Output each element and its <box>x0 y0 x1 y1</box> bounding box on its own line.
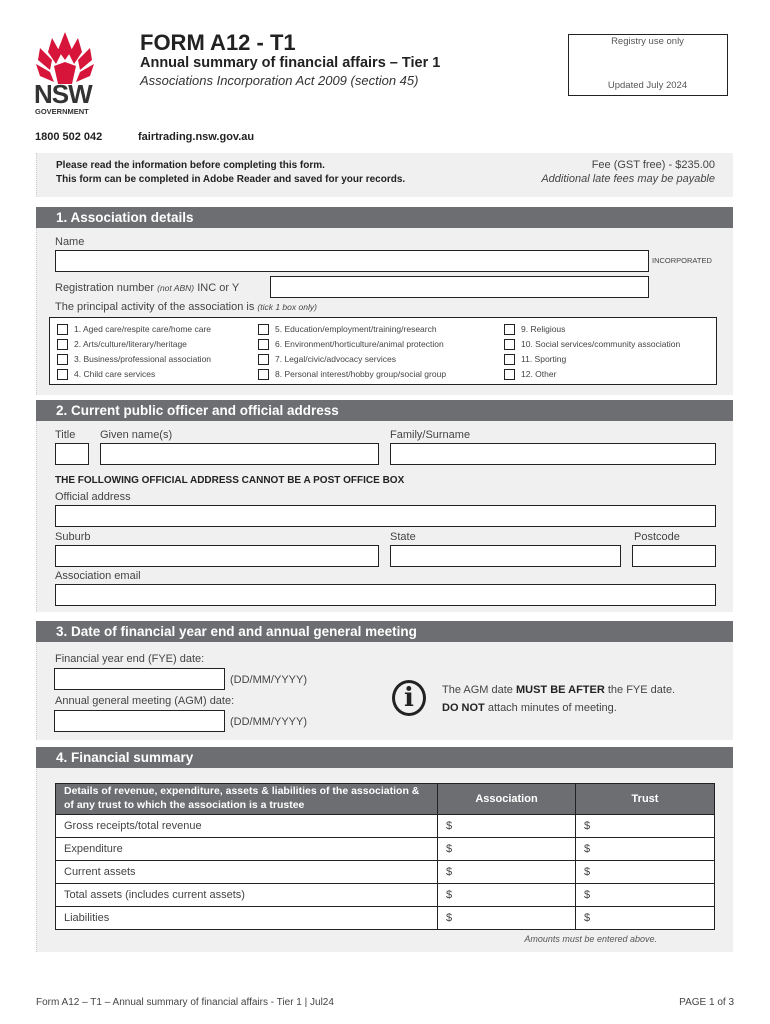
phone-number: 1800 502 042 <box>35 131 103 143</box>
activity-note: (tick 1 box only) <box>257 302 317 312</box>
state-input[interactable] <box>390 545 621 567</box>
info-line-2: This form can be completed in Adobe Reader and saved for your records. <box>56 174 406 185</box>
registration-note: (not ABN) <box>157 283 195 293</box>
info-line-1: Please read the information before completing this form. <box>56 160 325 171</box>
activity-checkbox[interactable] <box>504 369 515 380</box>
activity-option-label: 9. Religious <box>521 324 566 334</box>
table-row <box>56 815 715 838</box>
row-label: Liabilities <box>56 907 438 930</box>
table-row <box>56 838 715 861</box>
association-amount-input[interactable]: $ <box>438 815 576 838</box>
agm-note <box>442 684 675 697</box>
row-label: Expenditure <box>56 838 438 861</box>
minutes-note-emphasis: DO NOT <box>442 702 485 714</box>
agm-date-format: (DD/MM/YYYY) <box>230 716 307 728</box>
trust-amount-input[interactable]: $ <box>576 884 715 907</box>
activity-checkbox[interactable] <box>258 324 269 335</box>
activity-option-label: 8. Personal interest/hobby group/social group <box>275 369 447 379</box>
activity-option-label: 12. Other <box>521 369 557 379</box>
registry-label: Registry use only <box>611 36 684 47</box>
agm-label: Annual general meeting (AGM) date: <box>55 695 235 707</box>
association-amount-input[interactable]: $ <box>438 838 576 861</box>
fye-label: Financial year end (FYE) date: <box>55 653 205 665</box>
agm-date-input[interactable] <box>54 710 225 732</box>
activity-checkbox[interactable] <box>258 369 269 380</box>
fee-text: Fee (GST free) - $235.00 <box>591 159 715 171</box>
activity-option-label: 4. Child care services <box>74 369 156 379</box>
agm-note-text: The AGM date <box>442 684 516 696</box>
association-amount-input[interactable]: $ <box>438 884 576 907</box>
registration-suffix: INC or Y <box>197 282 240 294</box>
activity-label-text: The principal activity of the association is <box>55 301 255 313</box>
activity-option-label: 5. Education/employment/training/research <box>275 324 437 334</box>
registration-label-text: Registration number <box>55 282 155 294</box>
late-fee-text: Additional late fees may be payable <box>541 173 715 185</box>
footer-form-name: Form A12 – T1 – Annual summary of financial affairs - Tier 1 | Jul24 <box>36 997 334 1008</box>
trust-amount-input[interactable]: $ <box>576 907 715 930</box>
association-column-header: Association <box>438 784 576 815</box>
row-label: Gross receipts/total revenue <box>56 815 438 838</box>
act-reference: Associations Incorporation Act 2009 (section 45) <box>140 73 419 88</box>
association-amount-input[interactable]: $ <box>438 861 576 884</box>
trust-amount-input[interactable]: $ <box>576 861 715 884</box>
given-name-label: Given name(s) <box>100 429 173 441</box>
state-label: State <box>390 531 416 543</box>
table-row <box>56 884 715 907</box>
association-amount-input[interactable]: $ <box>438 907 576 930</box>
updated-label: Updated July 2024 <box>607 80 688 91</box>
agm-note-emphasis: MUST BE AFTER <box>515 684 605 696</box>
trust-amount-input[interactable]: $ <box>576 838 715 861</box>
activity-option-label: 11. Sporting <box>521 354 567 364</box>
activity-checkbox[interactable] <box>258 354 269 365</box>
official-address-input[interactable] <box>55 505 716 527</box>
activity-option-label: 10. Social services/community association <box>521 339 681 349</box>
minutes-note <box>442 702 617 715</box>
registration-label <box>55 282 239 295</box>
details-column-header: Details of revenue, expenditure, assets & liabilities of the association & of any trust to which the association is a trustee <box>56 784 438 815</box>
activity-option-label: 2. Arts/culture/literary/heritage <box>74 339 187 349</box>
section-3-header: 3. Date of financial year end and annual general meeting <box>36 621 733 642</box>
activity-checkbox[interactable] <box>504 324 515 335</box>
trust-amount-input[interactable]: $ <box>576 815 715 838</box>
page-number: PAGE 1 of 3 <box>679 997 734 1008</box>
activity-checkbox[interactable] <box>504 354 515 365</box>
association-email-input[interactable] <box>55 584 716 606</box>
registry-box <box>568 34 728 96</box>
official-address-label: Official address <box>55 491 131 503</box>
section-1-header: 1. Association details <box>36 207 733 228</box>
po-box-warning: THE FOLLOWING OFFICIAL ADDRESS CANNOT BE A POST OFFICE BOX <box>55 475 405 486</box>
minutes-note-text: attach minutes of meeting. <box>484 702 617 714</box>
trust-column-header: Trust <box>576 784 715 815</box>
info-icon: i <box>392 680 426 716</box>
logo-subtext: GOVERNMENT <box>35 107 89 116</box>
given-name-input[interactable] <box>100 443 379 465</box>
table-row <box>56 861 715 884</box>
postcode-input[interactable] <box>632 545 716 567</box>
title-label: Title <box>55 429 76 441</box>
fye-date-input[interactable] <box>54 668 225 690</box>
activity-checkbox[interactable] <box>57 339 68 350</box>
suburb-label: Suburb <box>55 531 91 543</box>
association-name-input[interactable] <box>55 250 649 272</box>
financial-summary-table <box>55 783 715 930</box>
postcode-label: Postcode <box>634 531 680 543</box>
incorporated-label: INCORPORATED <box>652 256 712 265</box>
row-label: Current assets <box>56 861 438 884</box>
nsw-logo <box>34 30 96 116</box>
logo-text: NSW <box>34 79 92 109</box>
email-label: Association email <box>55 570 141 582</box>
amounts-note: Amounts must be entered above. <box>524 934 657 944</box>
agm-note-text-end: the FYE date. <box>604 684 676 696</box>
activity-checkbox[interactable] <box>57 354 68 365</box>
activity-checkbox[interactable] <box>258 339 269 350</box>
title-input[interactable] <box>55 443 89 465</box>
activity-option-label: 1. Aged care/respite care/home care <box>74 324 212 334</box>
activity-option-label: 7. Legal/civic/advocacy services <box>275 354 396 364</box>
activity-checkbox[interactable] <box>57 324 68 335</box>
name-label: Name <box>55 236 85 248</box>
suburb-input[interactable] <box>55 545 379 567</box>
row-label: Total assets (includes current assets) <box>56 884 438 907</box>
fye-date-format: (DD/MM/YYYY) <box>230 674 307 686</box>
activity-option-label: 6. Environment/horticulture/animal protection <box>275 339 444 349</box>
section-2-header: 2. Current public officer and official address <box>36 400 733 421</box>
table-row <box>56 907 715 930</box>
form-title: FORM A12 - T1 <box>140 30 296 55</box>
family-name-input[interactable] <box>390 443 716 465</box>
activity-option-label: 3. Business/professional association <box>74 354 212 364</box>
activity-checkbox[interactable] <box>504 339 515 350</box>
activity-checkbox[interactable] <box>57 369 68 380</box>
activity-label <box>55 301 317 314</box>
section-4-header: 4. Financial summary <box>36 747 733 768</box>
form-subtitle: Annual summary of financial affairs – Tier 1 <box>140 55 441 71</box>
registration-number-input[interactable] <box>270 276 649 298</box>
family-name-label: Family/Surname <box>390 429 471 441</box>
website-link[interactable]: fairtrading.nsw.gov.au <box>138 131 255 143</box>
